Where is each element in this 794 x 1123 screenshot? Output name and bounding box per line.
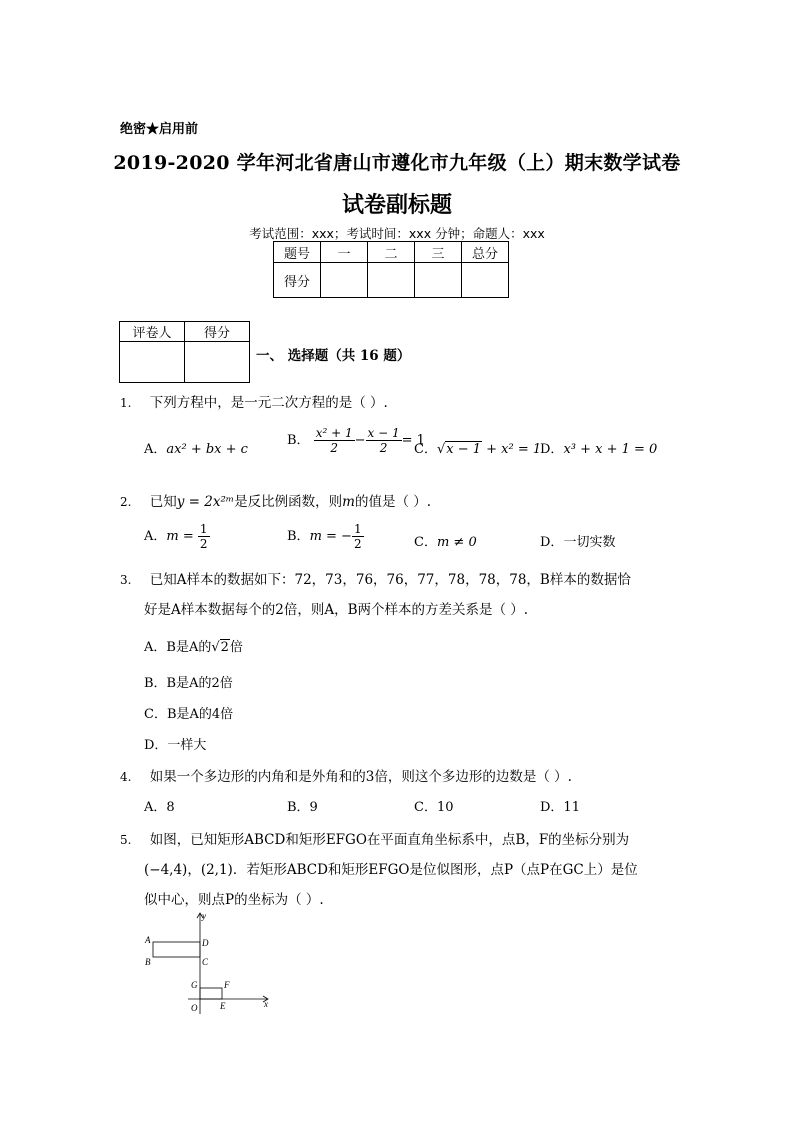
question-text: 如图，已知矩形ABCD和矩形EFGO在平面直角坐标系中，点B，F的坐标分别为 (149, 832, 630, 848)
option-label: D． (540, 535, 564, 550)
option-text: 一切实数 (563, 535, 616, 550)
q3-option-a: A．B是A的√2倍 (144, 640, 243, 655)
fraction (352, 522, 364, 551)
figure-label-c: C (202, 957, 209, 967)
option-text: m = − (309, 529, 352, 544)
score-header-cell: 二 (368, 242, 415, 263)
q2-option-b (287, 522, 364, 551)
score-table (273, 241, 509, 298)
grader-value-row (120, 342, 250, 383)
score-value-cell (415, 263, 462, 298)
denominator: 2 (199, 537, 208, 551)
numerator: x² + 1 (315, 426, 353, 440)
fraction (198, 522, 210, 551)
option-text: + x² = 1 (482, 442, 542, 457)
score-table-value-row (274, 263, 509, 298)
denominator: 2 (353, 537, 362, 551)
option-text: 倍 (229, 640, 243, 655)
option-label: A． (144, 640, 167, 655)
score-table-header-row (274, 242, 509, 263)
minus-sign: − (354, 433, 366, 448)
q3-option-c: C．B是A的4倍 (144, 707, 234, 722)
q4-option-a: A．8 (144, 800, 175, 815)
question-3-line-2: 好是A样本数据每个的2倍，则A，B两个样本的方差关系是（ ）. (144, 602, 529, 618)
question-5-line-2: (−4,4)，(2,1)．若矩形ABCD和矩形EFGO是位似图形，点P（点P在GC上）是位 (144, 862, 638, 878)
rectangle-abcd (153, 942, 200, 957)
q3-option-d: D．一样大 (144, 738, 207, 753)
exam-title: 2019-2020 学年河北省唐山市遵化市九年级（上）期末数学试卷 (113, 152, 681, 174)
grader-header-row (120, 322, 250, 342)
question-number: 4. (120, 770, 132, 784)
grader-value-cell (185, 342, 250, 383)
section-title: 一、 选择题（共 16 题） (256, 348, 411, 364)
question-text: 下列方程中，是一元二次方程的是（ ）. (149, 395, 388, 411)
figure-label-y: y (202, 911, 206, 921)
exam-subtitle: 试卷副标题 (341, 192, 452, 218)
q1-option-b (287, 426, 425, 455)
q1-option-a (144, 438, 248, 457)
sqrt-content: 2 (220, 640, 229, 655)
fraction (314, 426, 355, 455)
score-header-cell: 一 (321, 242, 368, 263)
question-text: 如果一个多边形的内角和是外角和的3倍，则这个多边形的边数是（ ）. (149, 769, 572, 785)
figure-label-b: B (145, 957, 151, 967)
option-label: B． (287, 529, 310, 544)
q4-option-d: D．11 (540, 800, 580, 815)
q2-option-d (540, 531, 615, 550)
question-number: 1. (120, 396, 132, 410)
score-value-cell (368, 263, 415, 298)
confidential-label: 绝密★启用前 (120, 122, 199, 137)
question-text: 已知A样本的数据如下：72，73，76，76，77，78，78，78，B样本的数据恰 (149, 572, 631, 588)
option-label: D． (540, 442, 564, 457)
grader-header-cell: 得分 (185, 322, 250, 342)
q2-option-c (414, 531, 477, 550)
equals-text: = 1 (401, 433, 425, 448)
score-value-cell (321, 263, 368, 298)
rectangle-efgo (200, 988, 222, 999)
score-header-cell: 三 (415, 242, 462, 263)
q1-option-d (540, 438, 657, 457)
question-text: 的值是（ ）. (354, 494, 432, 510)
question-4-stem (120, 765, 572, 785)
option-label: A． (144, 442, 167, 457)
numerator: 1 (353, 522, 362, 536)
q2-option-a (144, 522, 210, 551)
option-label: A． (144, 529, 167, 544)
score-value-cell (462, 263, 509, 298)
grader-table (119, 321, 250, 383)
grader-value-cell (120, 342, 185, 383)
sqrt-content: x − 1 (446, 442, 482, 457)
question-number: 2. (120, 495, 132, 509)
option-text: x³ + x + 1 = 0 (563, 442, 658, 457)
option-label: C． (414, 535, 437, 550)
denominator: 2 (330, 441, 338, 455)
score-header-cell: 总分 (462, 242, 509, 263)
option-text: m = (166, 529, 198, 544)
option-text: m ≠ 0 (436, 535, 477, 550)
figure-label-d: D (202, 938, 209, 948)
coordinate-figure (138, 910, 278, 1018)
question-number: 5. (120, 833, 132, 847)
question-1-stem (120, 391, 388, 411)
question-text: 是反比例函数，则 (234, 494, 343, 510)
figure-label-o: O (191, 1003, 198, 1013)
numerator: x − 1 (367, 426, 400, 440)
option-label: B． (287, 433, 310, 448)
question-2-stem (120, 490, 431, 510)
question-text: 已知 (149, 494, 177, 510)
option-text: ax² + bx + c (166, 442, 248, 457)
q4-option-b: B．9 (287, 800, 318, 815)
option-label: C． (414, 442, 437, 457)
fraction (366, 426, 402, 455)
exam-info: 考试范围：xxx；考试时间：xxx 分钟；命题人：xxx (249, 226, 545, 241)
q4-option-c: C．10 (414, 800, 454, 815)
figure-label-a: A (145, 935, 151, 945)
score-header-cell: 题号 (274, 242, 321, 263)
denominator: 2 (379, 441, 388, 455)
score-row-label: 得分 (274, 263, 321, 298)
question-3-line-1 (120, 568, 631, 588)
question-5-line-3: 似中心，则点P的坐标为（ ）. (144, 892, 324, 908)
figure-label-x: x (264, 999, 268, 1009)
grader-header-cell: 评卷人 (120, 322, 185, 342)
figure-label-f: F (224, 980, 230, 990)
figure-label-g: G (191, 980, 198, 990)
math-expression: y = 2x²ᵐ (176, 494, 235, 510)
option-text: B是A的 (166, 640, 212, 655)
question-5-line-1 (120, 828, 629, 848)
figure-label-e: E (220, 1001, 226, 1011)
question-number: 3. (120, 573, 132, 587)
numerator: 1 (199, 522, 208, 536)
math-variable: m (342, 494, 355, 510)
q3-option-b: B．B是A的2倍 (144, 676, 233, 691)
q1-option-c: C．√x − 1 + x² = 1 (414, 442, 542, 457)
